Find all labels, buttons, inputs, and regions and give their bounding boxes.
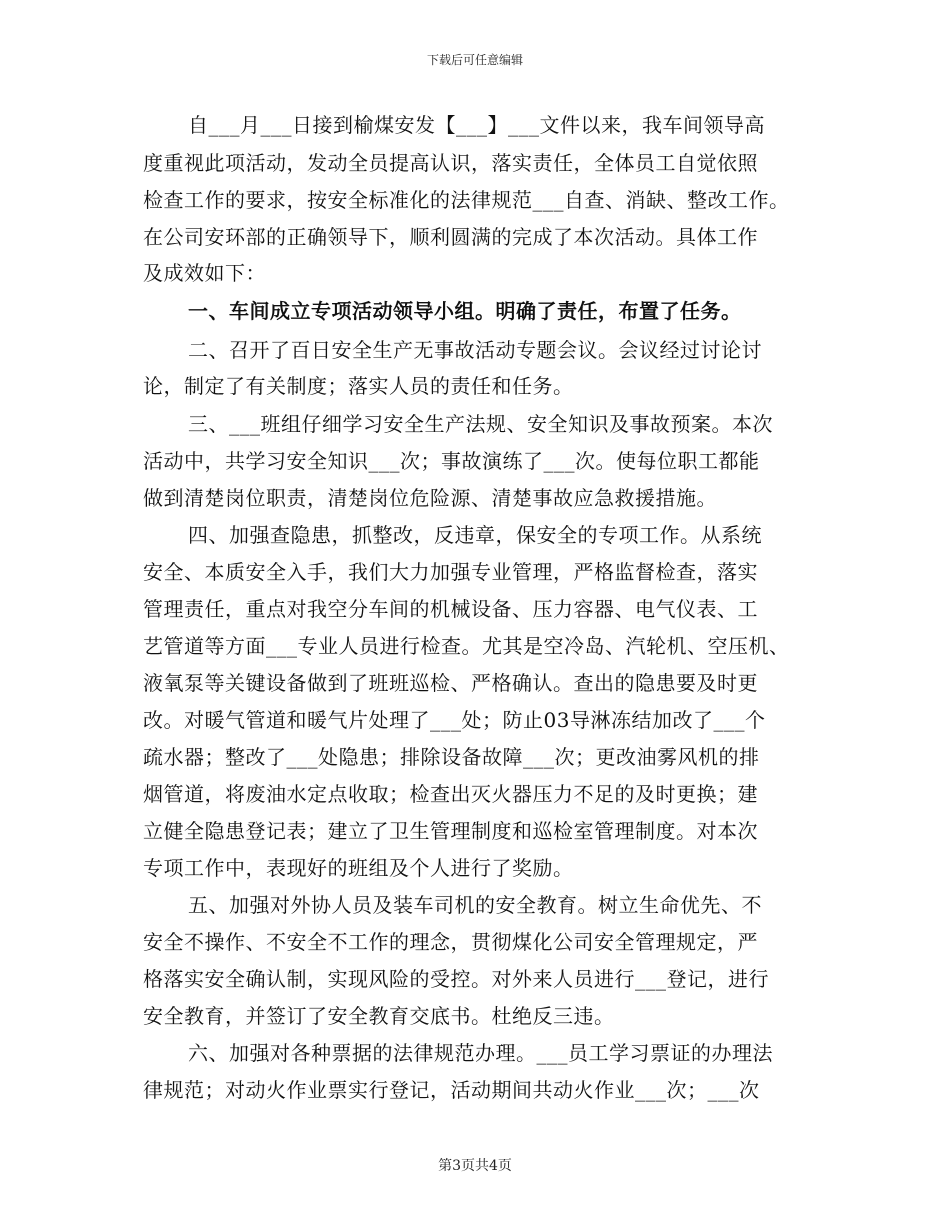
body-line: 格落实安全确认制，实现风险的受控。对外来人员进行___登记，进行 [143, 967, 769, 991]
body-line: 液氧泵等关键设备做到了班班巡检、严格确认。查出的隐患要及时更 [143, 671, 758, 695]
body-line: 二、召开了百日安全生产无事故活动专题会议。会议经过讨论讨 [188, 338, 762, 362]
body-line: 做到清楚岗位职责，清楚岗位危险源、清楚事故应急救援措施。 [143, 486, 717, 510]
page-number-footer: 第3页共4页 [438, 1158, 512, 1174]
body-line: 安全不操作、不安全不工作的理念，贯彻煤化公司安全管理规定，严 [143, 930, 758, 954]
body-line: 论，制定了有关制度；落实人员的责任和任务。 [143, 374, 574, 398]
body-line: 四、加强查隐患，抓整改，反违章，保安全的专项工作。从系统 [188, 523, 762, 547]
body-line: 五、加强对外协人员及装车司机的安全教育。树立生命优先、不 [188, 893, 762, 917]
body-line: 三、___班组仔细学习安全生产法规、安全知识及事故预案。本次 [188, 412, 773, 436]
body-line: 疏水器；整改了___处隐患；排除设备故障___次；更改油雾风机的排 [143, 745, 760, 769]
body-line: 检查工作的要求，按安全标准化的法律规范___自查、消缺、整改工作。 [143, 188, 790, 212]
body-line: 度重视此项活动，发动全员提高认识，落实责任，全体员工自觉依照 [143, 151, 758, 175]
section-heading: 一、车间成立专项活动领导小组。明确了责任，布置了任务。 [188, 299, 742, 323]
body-line: 立健全隐患登记表；建立了卫生管理制度和巡检室管理制度。对本次 [143, 819, 758, 843]
body-line: 专项工作中，表现好的班组及个人进行了奖励。 [143, 856, 574, 880]
body-line: 烟管道，将废油水定点收取；检查出灭火器压力不足的及时更换；建 [143, 782, 758, 806]
body-line: 安全、本质安全入手，我们大力加强专业管理，严格监督检查，落实 [143, 560, 758, 584]
body-line: 活动中，共学习安全知识___次；事故演练了___次。使每位职工都能 [143, 449, 760, 473]
body-line: 自___月___日接到榆煤安发【___】___文件以来，我车间领导高 [188, 113, 765, 137]
body-line: 律规范；对动火作业票实行登记，活动期间共动火作业___次；___次 [143, 1078, 760, 1102]
page-header: 下载后可任意编辑 [426, 53, 523, 67]
body-line: 在公司安环部的正确领导下，顺利圆满的完成了本次活动。具体工作 [143, 225, 758, 249]
body-line: 改。对暖气管道和暖气片处理了___处；防止03导淋冻结加改了___个 [143, 708, 766, 732]
body-line: 及成效如下： [143, 261, 266, 285]
body-line: 艺管道等方面___专业人员进行检查。尤其是空冷岛、汽轮机、空压机、 [143, 634, 790, 658]
body-line: 管理责任，重点对我空分车间的机械设备、压力容器、电气仪表、工 [143, 597, 758, 621]
body-line: 六、加强对各种票据的法律规范办理。___员工学习票证的办理法 [188, 1041, 773, 1065]
body-line: 安全教育，并签订了安全教育交底书。杜绝反三违。 [143, 1004, 615, 1028]
